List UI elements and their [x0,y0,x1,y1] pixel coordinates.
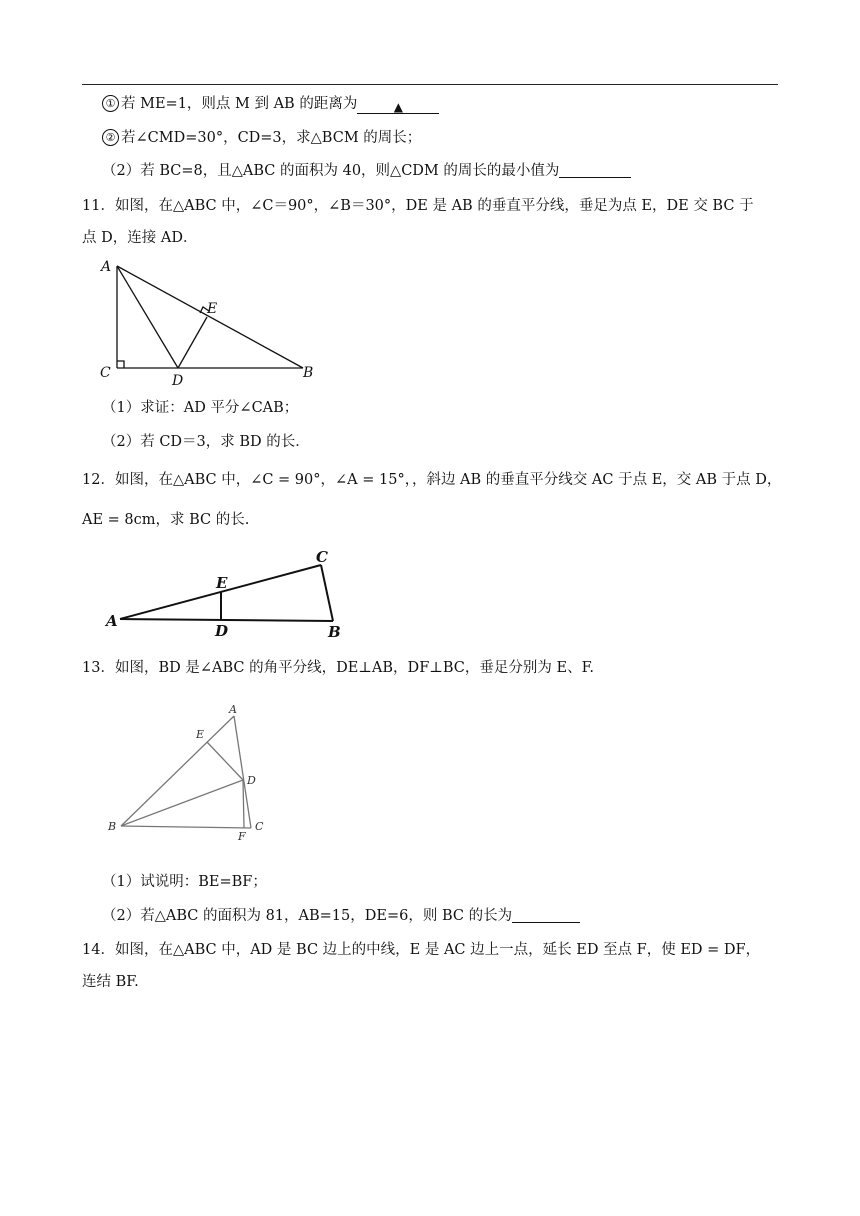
q10-sub2: ② 若∠CMD=30°，CD=3，求△BCM 的周长； [102,128,421,148]
q12-stem-line2: AE = 8cm，求 BC 的长. [82,512,250,528]
label-c: C [100,365,111,381]
label-a: A [229,703,237,716]
q14-stem-line1: 14．如图，在△ABC 中，AD 是 BC 边上的中线，E 是 AC 边上一点，延长 ED 至点 F，使 ED = DF， [82,942,761,958]
label-b: B [328,623,341,641]
label-b: B [303,365,314,381]
label-e: E [196,728,205,741]
label-d: D [247,774,256,787]
q10-sub1: ① 若 ME=1，则点 M 到 AB 的距离为 ▲ [102,94,439,114]
label-b: B [108,820,117,833]
label-a: A [106,612,118,630]
q14-stem-line2: 连结 BF. [82,974,139,990]
label-c: C [255,820,264,833]
answer-blank[interactable] [512,906,580,923]
q12-stem-line1: 12．如图，在△ABC 中，∠C = 90°，∠A = 15°，，斜边 AB 的垂直平分线交 AC 于点 E，交 AB 于点 D， [82,472,782,488]
answer-blank[interactable]: ▲ [357,97,439,114]
label-f: F [238,830,246,843]
circle-number-2: ② [102,129,119,146]
q13-stem-line1: 13．如图，BD 是∠ABC 的角平分线，DE⊥AB，DF⊥BC，垂足分别为 E、F. [82,660,595,676]
q11-stem-line2: 点 D，连接 AD． [82,230,198,246]
q11-part1: （1）求证：AD 平分∠CAB； [102,400,299,416]
label-c: C [316,548,328,566]
label-d: D [215,622,229,640]
label-e: E [207,301,218,317]
circle-number-1: ① [102,95,119,112]
q11-part2: （2）若 CD＝3，求 BD 的长． [102,434,310,450]
q13-part2: （2）若△ABC 的面积为 81，AB=15，DE=6，则 BC 的长为 [102,906,580,926]
q13-part1: （1）试说明：BE=BF； [102,874,267,890]
label-e: E [216,574,228,592]
label-d: D [172,373,184,389]
label-a: A [101,259,112,275]
q10-part2: （2）若 BC=8，且△ABC 的面积为 40，则△CDM 的周长的最小值为 [102,161,631,181]
q11-stem-line1: 11．如图，在△ABC 中，∠C＝90°，∠B＝30°，DE 是 AB 的垂直平分线，垂足为点 E，DE 交 BC 于 [82,198,754,214]
